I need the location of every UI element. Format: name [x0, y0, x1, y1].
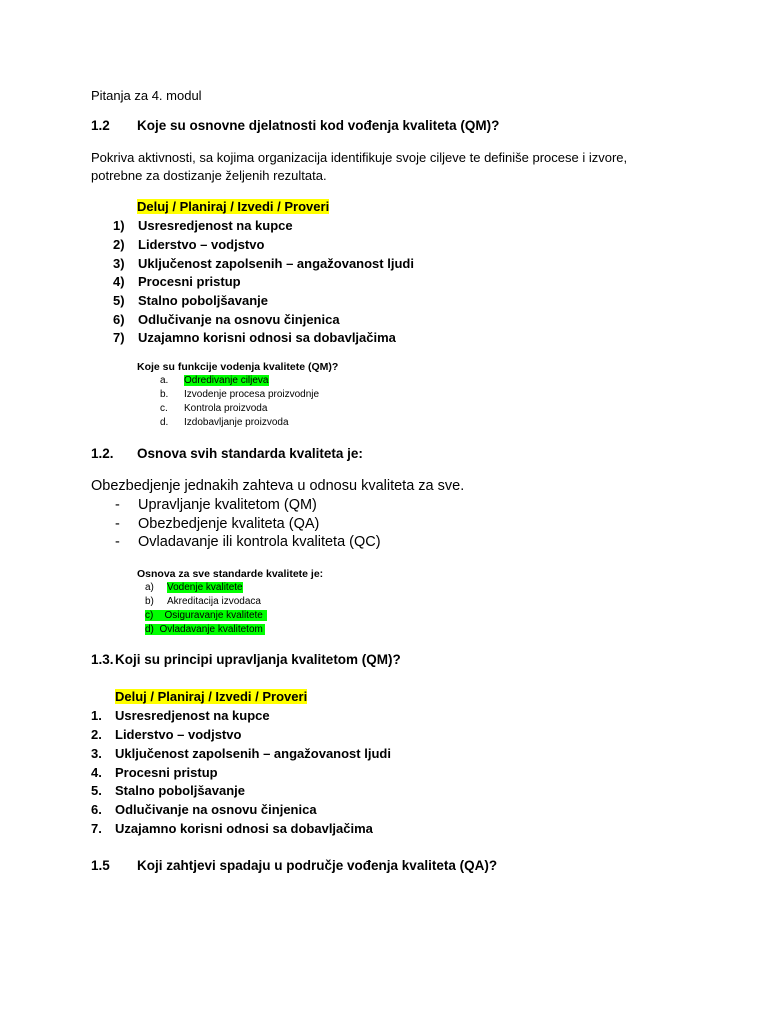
question-4-number: 1.5	[91, 858, 110, 873]
list-item: 2. Liderstvo – vodjstvo	[91, 727, 242, 742]
list-item: 3. Uključenost zapolsenih – angažovanost ljudi	[91, 746, 391, 761]
question-2-number: 1.2.	[91, 446, 114, 461]
question-1-text: Koje su osnovne djelatnosti kod vođenja kvaliteta (QM)?	[137, 118, 500, 133]
list-item: 5) Stalno poboljšavanje	[113, 293, 269, 308]
list-item: a. Odredivanje ciljeva	[160, 375, 269, 386]
question-2-answer: Obezbedjenje jednakih zahteva u odnosu kvaliteta za sve.	[91, 478, 465, 494]
pdca-label-1: Deluj / Planiraj / Izvedi / Proveri	[137, 199, 330, 214]
list-item: - Upravljanje kvalitetom (QM)	[115, 497, 317, 513]
document-title: Pitanja za 4. modul	[91, 88, 202, 103]
question-1-number: 1.2	[91, 118, 110, 133]
question-3-text: Koji su principi upravljanja kvalitetom (QM)?	[115, 652, 401, 667]
list-item: 6. Odlučivanje na osnovu činjenica	[91, 802, 317, 817]
question-1-answer-line1: Pokriva aktivnosti, sa kojima organizacija identifikuje svoje ciljeve te definiše procese i izvore,	[91, 150, 628, 165]
list-item: - Obezbedjenje kvaliteta (QA)	[115, 516, 320, 532]
list-item: d. Izdobavljanje proizvoda	[160, 417, 289, 428]
list-item: 3) Uključenost zapolsenih – angažovanost ljudi	[113, 256, 414, 271]
list-item: - Ovladavanje ili kontrola kvaliteta (QC)	[115, 534, 381, 550]
list-item: 7) Uzajamno korisni odnosi sa dobavljačima	[113, 330, 396, 345]
question-2-sub-question: Osnova za sve standarde kvalitete je:	[137, 568, 324, 580]
list-item: 4) Procesni pristup	[113, 274, 241, 289]
list-item: a) Vodenje kvalitete	[145, 582, 243, 593]
question-1-sub-question: Koje su funkcije vodenja kvalitete (QM)?	[137, 361, 339, 373]
question-2-text: Osnova svih standarda kvaliteta je:	[137, 446, 363, 461]
pdca-label-2: Deluj / Planiraj / Izvedi / Proveri	[115, 689, 308, 704]
question-1-answer-line2: potrebne za dostizanje željenih rezultata.	[91, 168, 327, 183]
list-item: 7. Uzajamno korisni odnosi sa dobavljačima	[91, 821, 373, 836]
list-item: 5. Stalno poboljšavanje	[91, 783, 246, 798]
question-3-number: 1.3.	[91, 652, 114, 667]
list-item: c. Kontrola proizvoda	[160, 403, 268, 414]
list-item: b) Akreditacija izvodaca	[145, 596, 261, 607]
list-item: 1. Usresredjenost na kupce	[91, 708, 270, 723]
list-item: 2) Liderstvo – vodjstvo	[113, 237, 265, 252]
list-item: 4. Procesni pristup	[91, 765, 218, 780]
list-item: c) Osiguravanje kvalitete	[145, 610, 445, 624]
list-item: b. Izvodenje procesa proizvodnje	[160, 389, 320, 400]
list-item: d) Ovladavanje kvalitetom	[145, 624, 263, 635]
question-4-text: Koji zahtjevi spadaju u područje vođenja kvaliteta (QA)?	[137, 858, 498, 873]
list-item: 1) Usresredjenost na kupce	[113, 218, 293, 233]
list-item: 6) Odlučivanje na osnovu činjenica	[113, 312, 340, 327]
